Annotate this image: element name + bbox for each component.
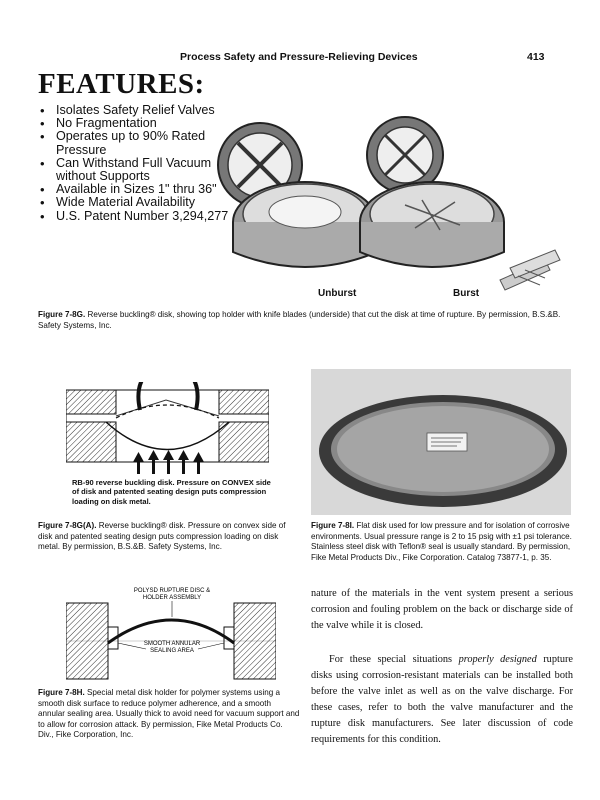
para2-emphasis: properly designed (458, 654, 537, 665)
caption-text: Reverse buckling® disk. Pressure on convex side of disk and patented seating design puts compression loading on disk metal. By permission, B.S.&B. Safety Systems, Inc. (38, 521, 286, 552)
label-unburst: Unburst (318, 288, 357, 299)
para2-start: For these special situations (329, 654, 459, 665)
features-item: • Isolates Safety Relief Valves (40, 104, 240, 117)
rupture-disk-holders-photo (200, 110, 570, 310)
label-polysd-line1: POLYSD RUPTURE DISC & (133, 588, 211, 594)
features-item: • No Fragmentation (40, 117, 240, 130)
label-smooth-line2: SEALING AREA (150, 648, 194, 654)
reverse-buckling-disk-diagram (66, 382, 269, 474)
body-paragraph-1: nature of the materials in the vent system present a serious corrosion and fouling problem on the back or discharge side of the valve while it is closed. (311, 588, 573, 631)
features-item: • Available in Sizes 1" thru 36" (40, 183, 240, 196)
caption-id: Figure 7-8G. (38, 310, 86, 319)
caption-id: Figure 7-8G(A). (38, 521, 97, 530)
label-polysd-line2: HOLDER ASSEMBLY (142, 595, 202, 601)
features-item: • Operates up to 90% Rated Pressure (40, 130, 240, 156)
para2-end: rupture disks using corrosion-resistant materials can be installed both before the valve inlet as well as on the valve discharge. For these cases, refer to both the valve manufacturer and the rupture disk manufacturers. See later discussion of code requirements for this condition. (311, 654, 573, 745)
caption-text: Flat disk used for low pressure and for isolation of corrosive environments. Usual pressure range is 2 to 15 psig with ±1 psi tolerance. Stainless steel disk with Teflon® seal is usually standard. By permission, Fike Metal Products Div., Fike Corporation. Catalog 73877-1, p. 35. (311, 521, 572, 562)
caption-figure-8ga (38, 521, 300, 553)
label-smooth-line1: SMOOTH ANNULAR (143, 641, 201, 647)
polymer-disk-holder-diagram (66, 583, 276, 680)
features-item: • Can Withstand Full Vacuum without Supports (40, 157, 240, 183)
caption-figure-8i (311, 521, 573, 563)
caption-figure-8h (38, 688, 300, 741)
label-burst: Burst (453, 288, 480, 299)
caption-text: Special metal disk holder for polymer systems using a smooth disk surface to reduce polymer adherence, and a smooth annular sealing area. Usually thick to avoid need for vacuum support and to allow for corrosion attack. By permission, Fike Metal Products Co. Div., Fike Corporation, Inc. (38, 688, 300, 740)
caption-text: Reverse buckling® disk, showing top holder with knife blades (underside) that cut the disk at time of rupture. By permission, B.S.&B. Safety Systems, Inc. (38, 310, 561, 330)
features-item: • Wide Material Availability (40, 196, 240, 209)
body-paragraph-2 (311, 652, 573, 748)
features-item: • U.S. Patent Number 3,294,277 (40, 210, 240, 223)
running-title: Process Safety and Pressure-Relieving Devices (180, 51, 418, 63)
page-number: 413 (527, 51, 545, 63)
flat-disk-photo (311, 369, 571, 515)
caption-figure-8g (38, 310, 570, 331)
caption-id: Figure 7-8I. (311, 521, 355, 530)
caption-id: Figure 7-8H. (38, 688, 85, 697)
diagram-inner-caption: RB-90 reverse buckling disk. Pressure on CONVEX side of disk and patented seating design puts compression loading on disk metal. (72, 478, 271, 506)
features-title: FEATURES: (38, 68, 205, 100)
